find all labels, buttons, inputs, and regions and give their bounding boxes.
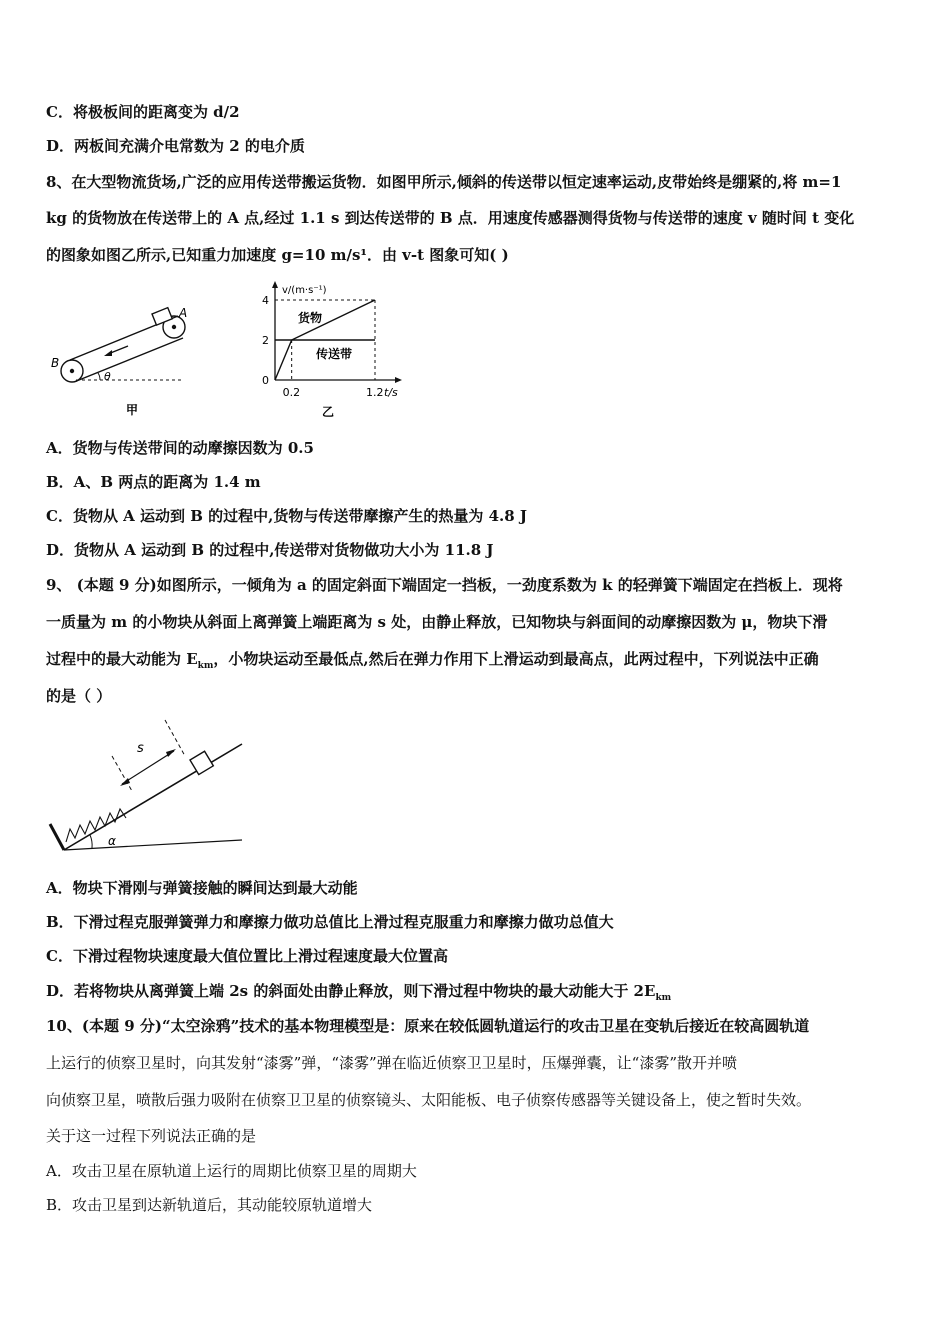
distance-arrow: [122, 751, 174, 784]
x-axis-label: t/s: [384, 386, 398, 399]
series-label-cargo: 货物: [298, 311, 323, 325]
q9-option-c: C．下滑过程物块速度最大值位置比上滑过程速度最大位置高: [46, 947, 448, 965]
q8-stem-line1: 8、在大型物流货场,广泛的应用传送带搬运货物．如图甲所示,倾斜的传送带以恒定速率运动,皮带始终是绷紧的,将 m=1: [46, 173, 842, 191]
direction-arrow: [104, 350, 112, 356]
q9-stem-line2: 一质量为 m 的小物块从斜面上离弹簧上端距离为 s 处，由静止释放，已知物块与斜面间的动摩擦因数为 μ，物块下滑: [46, 613, 828, 631]
q8-option-d: D．货物从 A 运动到 B 的过程中,传送带对货物做功大小为 11.8 J: [46, 541, 494, 559]
q8-option-a: A．货物与传送带间的动摩擦因数为 0.5: [46, 439, 314, 457]
label-b: B: [51, 356, 60, 370]
spring: [66, 809, 126, 842]
x-tick-label: 0.2: [282, 386, 301, 399]
q9-stem-line4: 的是（ ）: [46, 687, 112, 705]
vt-graph: [250, 280, 410, 420]
incline-surface: [64, 744, 242, 850]
y-axis-label: v/(m·s⁻¹): [282, 285, 327, 296]
x-tick-label: 1.2: [366, 386, 384, 399]
series-label-belt: 传送带: [316, 347, 353, 361]
prev-option-c: C．将极板间的距离变为 d/2: [46, 103, 240, 121]
q8-stem-line3: 的图象如图乙所示,已知重力加速度 g=10 m/s¹．由 v-t 图象可知( ): [46, 246, 509, 264]
cargo-box: [152, 308, 172, 325]
conveyor-figure: [46, 296, 196, 420]
q8-stem-line2: kg 的货物放在传送带上的 A 点,经过 1.1 s 到达传送带的 B 点．用速度传感器测得货物与传送带的速度 v 随时间 t 变化: [46, 209, 855, 227]
q10-stem-line1: 10、(本题 9 分)“太空涂鸦”技术的基本物理模型是：原来在较低圆轨道运行的攻击卫星在变轨后接近在较高圆轨道: [46, 1017, 810, 1035]
caption-yi: 乙: [322, 405, 335, 419]
y-tick-label: 4: [262, 294, 269, 307]
label-theta: θ: [104, 370, 111, 383]
q8-option-c: C．货物从 A 运动到 B 的过程中,货物与传送带摩擦产生的热量为 4.8 J: [46, 507, 528, 525]
y-tick-label: 2: [262, 334, 269, 347]
series-lines: [275, 300, 375, 380]
q10-stem-line2: 上运行的侦察卫星时，向其发射“漆雾”弹，“漆雾”弹在临近侦察卫卫星时，压爆弹囊，让“漆雾”散开并喷: [46, 1054, 738, 1072]
q9-stem-line3: 过程中的最大动能为 $E_{km}$，小物块运动至最低点,然后在弹力作用下上滑运动到最高点，此两过程中，下列说法中正确: [46, 650, 819, 671]
baffle: [50, 824, 64, 850]
label-a: A: [179, 306, 188, 320]
q8-option-b: B．A、B 两点的距离为 1.4 m: [46, 473, 261, 491]
label-s: s: [137, 741, 144, 756]
q9-option-a: A．物块下滑刚与弹簧接触的瞬间达到最大动能: [46, 879, 358, 897]
q10-option-b: B．攻击卫星到达新轨道后，其动能较原轨道增大: [46, 1196, 373, 1214]
q9-option-b: B．下滑过程克服弹簧弹力和摩擦力做功总值比上滑过程克服重力和摩擦力做功总值大: [46, 913, 614, 931]
label-alpha: α: [108, 834, 116, 848]
q10-option-a: A．攻击卫星在原轨道上运行的周期比侦察卫星的周期大: [46, 1162, 417, 1180]
block: [190, 751, 213, 774]
caption-jia: 甲: [126, 403, 139, 417]
y-tick-label: 0: [262, 374, 269, 387]
prev-option-d: D．两板间充满介电常数为 2 的电介质: [46, 137, 305, 155]
q10-stem-line3: 向侦察卫星，喷散后强力吸附在侦察卫卫星的侦察镜头、太阳能板、电子侦察传感器等关键设备上，使之暂时失效。: [46, 1091, 812, 1109]
q9-stem-line1: 9、 (本题 9 分)如图所示，一倾角为 a 的固定斜面下端固定一挡板，一劲度系数为 k 的轻弹簧下端固定在挡板上．现将: [46, 576, 843, 594]
incline-figure: [46, 716, 246, 854]
q10-stem-line4: 关于这一过程下列说法正确的是: [46, 1127, 257, 1145]
q9-option-d: D．若将物块从离弹簧上端 2s 的斜面处由静止释放，则下滑过程中物块的最大动能大于 $2E_{km}$: [46, 982, 672, 1003]
